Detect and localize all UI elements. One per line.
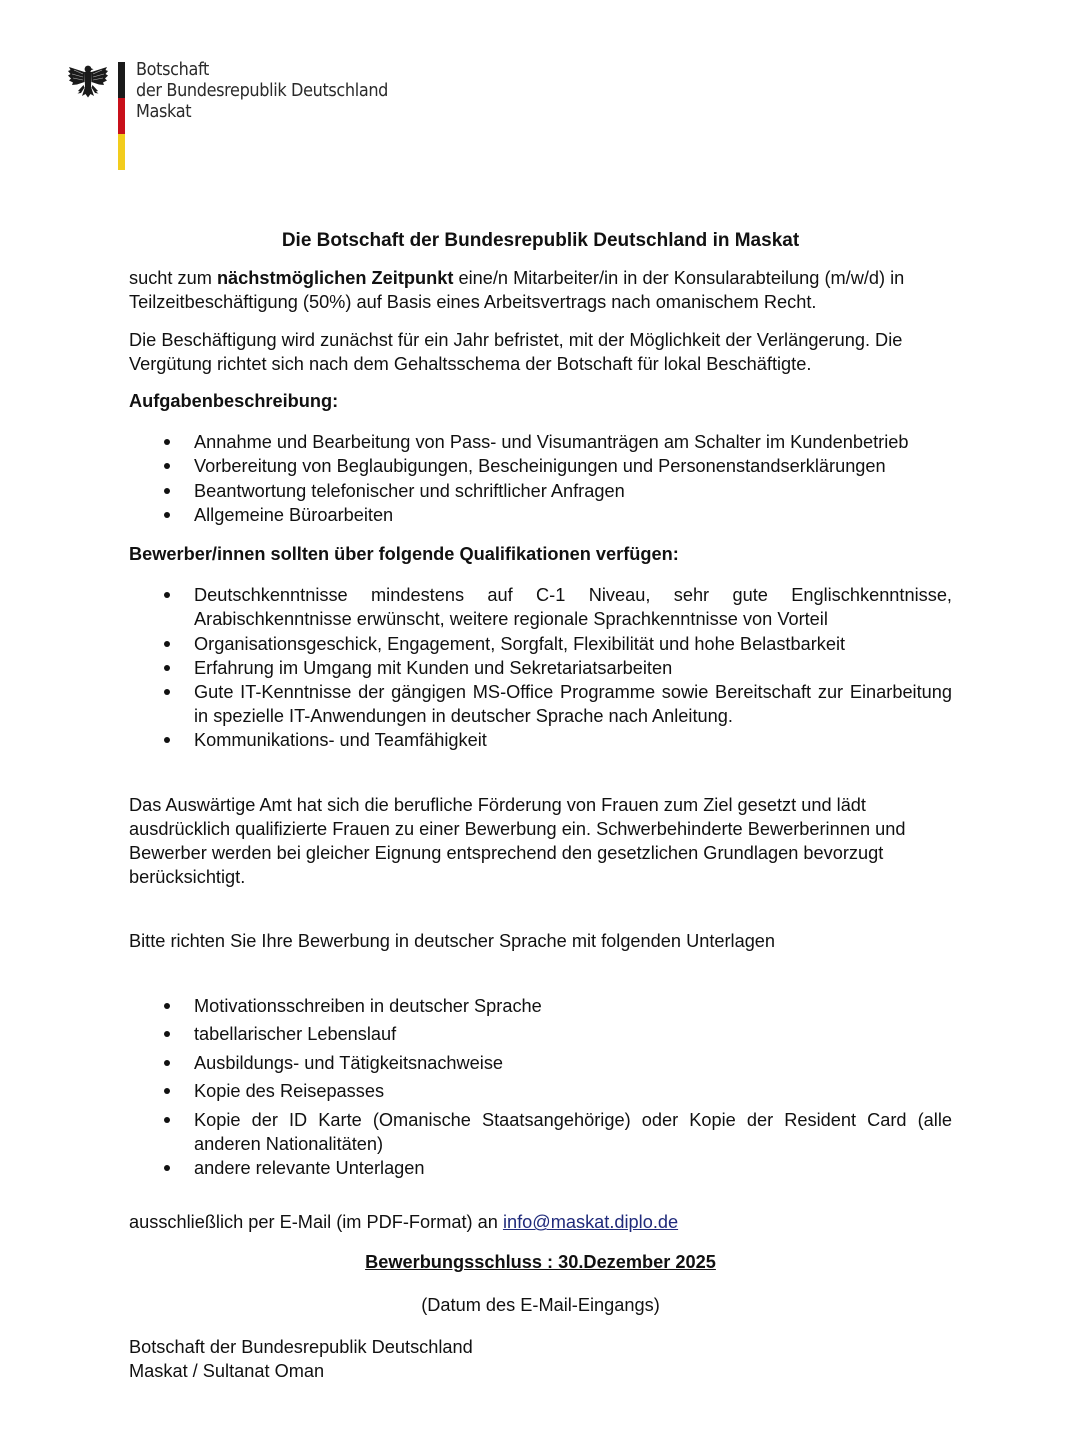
federal-eagle-icon [66, 60, 110, 104]
flag-color-bar [118, 62, 125, 170]
tasks-heading: Aufgabenbeschreibung: [129, 391, 339, 412]
list-item [129, 1108, 952, 1156]
bullet-icon [164, 737, 170, 743]
list-item [129, 1079, 952, 1103]
bullet-icon [164, 439, 170, 445]
list-item-text: Beantwortung telefonischer und schriftlicher Anfragen [194, 480, 625, 501]
list-item-text: Gute IT-Kenntnisse der gängigen MS-Office Programme sowie Bereitschaft zur Einarbeitung in spezielle IT-Anwendungen in deutscher Sprache nach Anleitung. [194, 682, 952, 727]
intro-bold-timing: nächstmöglichen Zeitpunkt [216, 268, 454, 289]
deadline-text: Bewerbungsschluss : 30.Dezember 2025 [365, 1252, 716, 1273]
qualifications-heading: Bewerber/innen sollten über folgende Qualifikationen verfügen: [129, 544, 679, 565]
list-item [129, 680, 952, 728]
list-item-text: Kopie des Reisepasses [194, 1081, 385, 1102]
deadline-note: (Datum des E-Mail-Eingangs) [421, 1294, 660, 1315]
list-item [129, 1156, 952, 1180]
letterhead [66, 60, 426, 172]
signature-block [129, 1335, 952, 1383]
employment-paragraph: Die Beschäftigung wird zunächst für ein Jahr befristet, mit der Möglichkeit der Verlängerung. Die Vergütung richtet sich nach dem Gehaltsschema der Botschaft für lokal Beschäftigte. [129, 329, 903, 374]
list-item [129, 479, 952, 503]
list-item-text: Annahme und Bearbeitung von Pass- und Visumanträgen am Schalter im Kundenbetrieb [194, 432, 909, 453]
list-item [129, 1022, 952, 1046]
application-intro: Bitte richten Sie Ihre Bewerbung in deutscher Sprache mit folgenden Unterlagen [129, 931, 776, 952]
signature-line: Maskat / Sultanat Oman [129, 1361, 325, 1382]
letterhead-text [136, 60, 388, 123]
list-item-text: Motivationsschreiben in deutscher Sprache [194, 995, 542, 1016]
submission-prefix: ausschließlich per E-Mail (im PDF-Format) an [129, 1212, 503, 1233]
bullet-icon [164, 1117, 170, 1123]
list-item-text: Vorbereitung von Beglaubigungen, Bescheinigungen und Personenstandserklärungen [194, 456, 886, 477]
bullet-icon [164, 1060, 170, 1066]
bullet-icon [164, 488, 170, 494]
list-item [129, 656, 952, 680]
flag-black-stripe [118, 62, 125, 98]
intro-suffix: eine/n Mitarbeiter/in in der Konsularabteilung (m/w/d) in Teilzeitbeschäftigung (50%) auf Basis eines Arbeitsvertrags nach omanischem Recht. [129, 268, 905, 313]
bullet-icon [164, 512, 170, 518]
list-item-text: Kommunikations- und Teamfähigkeit [194, 730, 487, 751]
signature-line: Botschaft der Bundesrepublik Deutschland [129, 1336, 473, 1357]
email-link[interactable]: info@maskat.diplo.de [502, 1212, 679, 1233]
bullet-icon [164, 592, 170, 598]
bullet-icon [164, 641, 170, 647]
document-body [129, 229, 952, 1383]
list-item [129, 728, 952, 752]
equality-paragraph: Das Auswärtige Amt hat sich die berufliche Förderung von Frauen zum Ziel gesetzt und lädt ausdrücklich qualifizierte Frauen zu einer Bewerbung ein. Schwerbehinderte Bewerberinnen und Bewerber werden bei gleicher Eignung entsprechend den gesetzlichen Grundlagen bevorzugt berücksichtigt. [129, 794, 906, 888]
flag-red-stripe [118, 98, 125, 134]
intro-prefix: sucht zum [129, 268, 217, 289]
flag-gold-stripe [118, 134, 125, 170]
bullet-icon [164, 665, 170, 671]
list-item-text: tabellarischer Lebenslauf [194, 1024, 397, 1045]
bullet-icon [164, 1165, 170, 1171]
intro-paragraph [129, 266, 952, 314]
list-item-text: Allgemeine Büroarbeiten [194, 504, 394, 525]
list-item-text: andere relevante Unterlagen [194, 1158, 425, 1179]
documents-list [129, 994, 952, 1181]
bullet-icon [164, 1031, 170, 1037]
list-item [129, 632, 952, 656]
letterhead-line: Botschaft [136, 60, 209, 80]
bullet-icon [164, 1088, 170, 1094]
deadline-line [129, 1250, 952, 1274]
list-item [129, 994, 952, 1018]
list-item-text: Organisationsgeschick, Engagement, Sorgfalt, Flexibilität und hohe Belastbarkeit [194, 633, 846, 654]
bullet-icon [164, 463, 170, 469]
list-item-text: Kopie der ID Karte (Omanische Staatsangehörige) oder Kopie der Resident Card (alle anderen Nationalitäten) [194, 1109, 952, 1154]
letterhead-line: Maskat [136, 102, 192, 122]
tasks-list [129, 430, 952, 527]
list-item-text: Erfahrung im Umgang mit Kunden und Sekretariatsarbeiten [194, 657, 673, 678]
letterhead-line: der Bundesrepublik Deutschland [136, 81, 389, 101]
list-item [129, 503, 952, 527]
bullet-icon [164, 1003, 170, 1009]
list-item [129, 1051, 952, 1075]
list-item [129, 454, 952, 478]
submission-line [129, 1210, 952, 1234]
qualifications-list [129, 583, 952, 752]
bullet-icon [164, 689, 170, 695]
page-title: Die Botschaft der Bundesrepublik Deutschland in Maskat [281, 230, 800, 251]
list-item-text: Deutschkenntnisse mindestens auf C-1 Niveau, sehr gute Englischkenntnisse, Arabischkenntnisse erwünscht, weitere regionale Sprachkenntnisse von Vorteil [194, 585, 952, 630]
list-item [129, 430, 952, 454]
list-item-text: Ausbildungs- und Tätigkeitsnachweise [194, 1052, 504, 1073]
list-item [129, 583, 952, 631]
